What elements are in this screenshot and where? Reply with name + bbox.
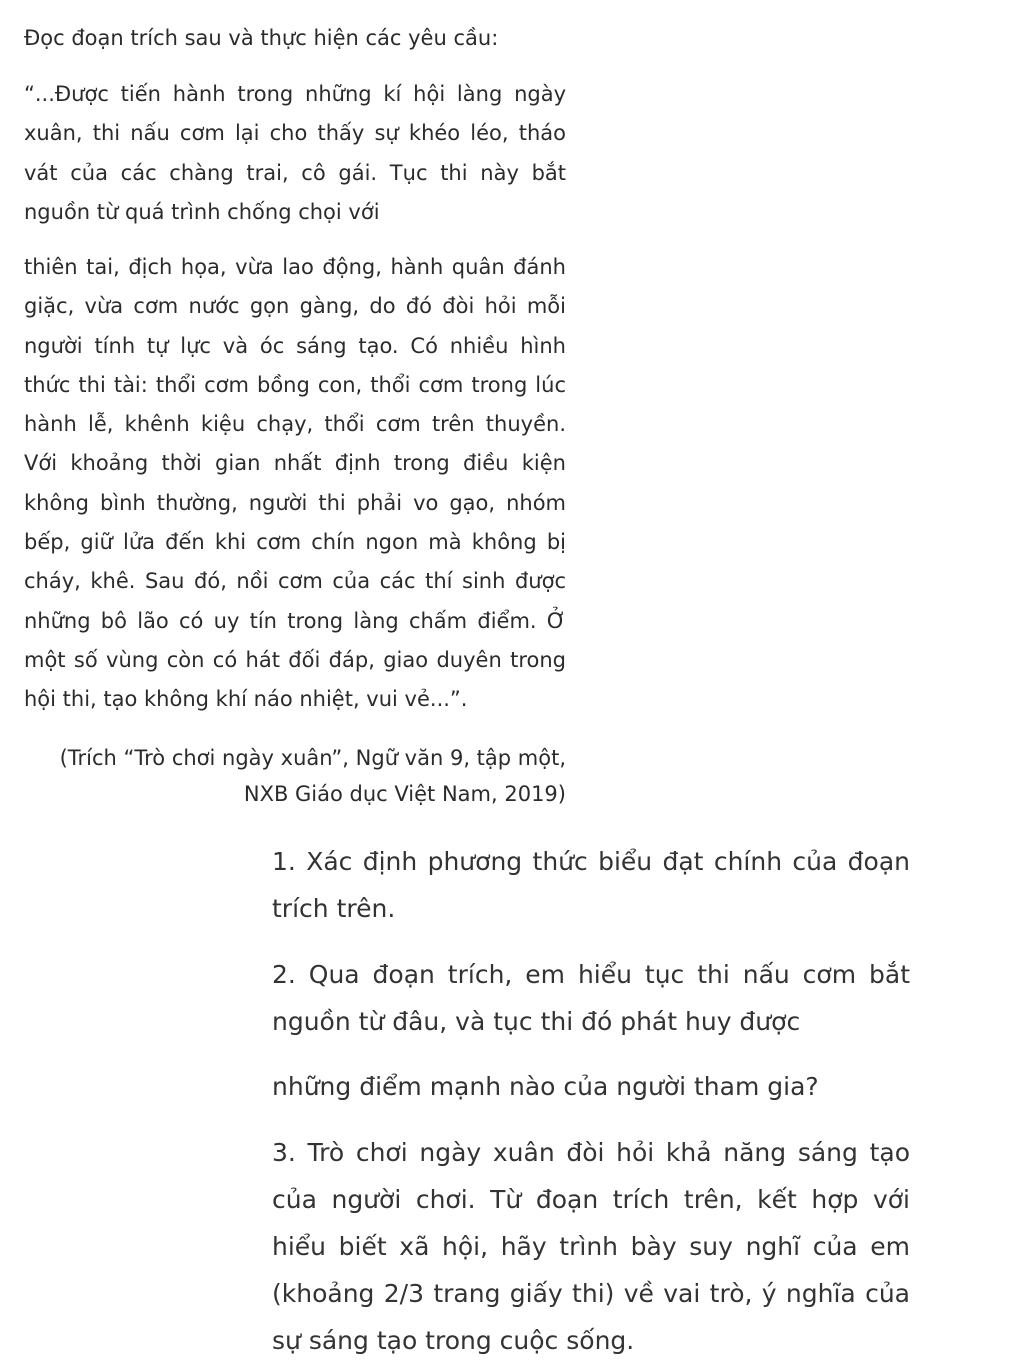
question-1: 1. Xác định phương thức biểu đạt chính của đoạn trích trên. [272,847,910,923]
instruction-heading: Đọc đoạn trích sau và thực hiện các yêu cầu: [24,26,499,50]
citation-line-2: NXB Giáo dục Việt Nam, 2019) [243,782,566,806]
passage-paragraph-1: “...Được tiến hành trong những kí hội làng ngày xuân, thi nấu cơm lại cho thấy sự khéo léo, tháo vát của các chàng trai, cô gái. Tục thi này bắt nguồn từ quá trình chống chọi với [24,82,566,224]
citation-line-1: (Trích “Trò chơi ngày xuân”, Ngữ văn 9, tập một, [59,746,566,770]
question-2-part-2: những điểm mạnh nào của người tham gia? [272,1072,819,1101]
citation [24,740,566,812]
question-3: 3. Trò chơi ngày xuân đòi hỏi khả năng sáng tạo của người chơi. Từ đoạn trích trên, kết hợp với hiểu biết xã hội, hãy trình bày suy nghĩ của em (khoảng 2/3 trang giấy thi) về vai trò, ý nghĩa của sự sáng tạo trong cuộc sống. [272,1138,910,1355]
question-2-part-1: 2. Qua đoạn trích, em hiểu tục thi nấu cơm bắt nguồn từ đâu, và tục thi đó phát huy được [272,960,910,1036]
passage-paragraph-2: thiên tai, địch họa, vừa lao động, hành quân đánh giặc, vừa cơm nước gọn gàng, do đó đòi hỏi mỗi người tính tự lực và óc sáng tạo. Có nhiều hình thức thi tài: thổi cơm bồng con, thổi cơm trong lúc hành lễ, khênh kiệu chạy, thổi cơm trên thuyền. Với khoảng thời gian nhất định trong điều kiện không bình thường, người thi phải vo gạo, nhóm bếp, giữ lửa đến khi cơm chín ngon mà không bị cháy, khê. Sau đó, nồi cơm của các thí sinh được những bô lão có uy tín trong làng chấm điểm. Ở một số vùng còn có hát đối đáp, giao duyên trong hội thi, tạo không khí náo nhiệt, vui vẻ...”. [24,255,566,712]
